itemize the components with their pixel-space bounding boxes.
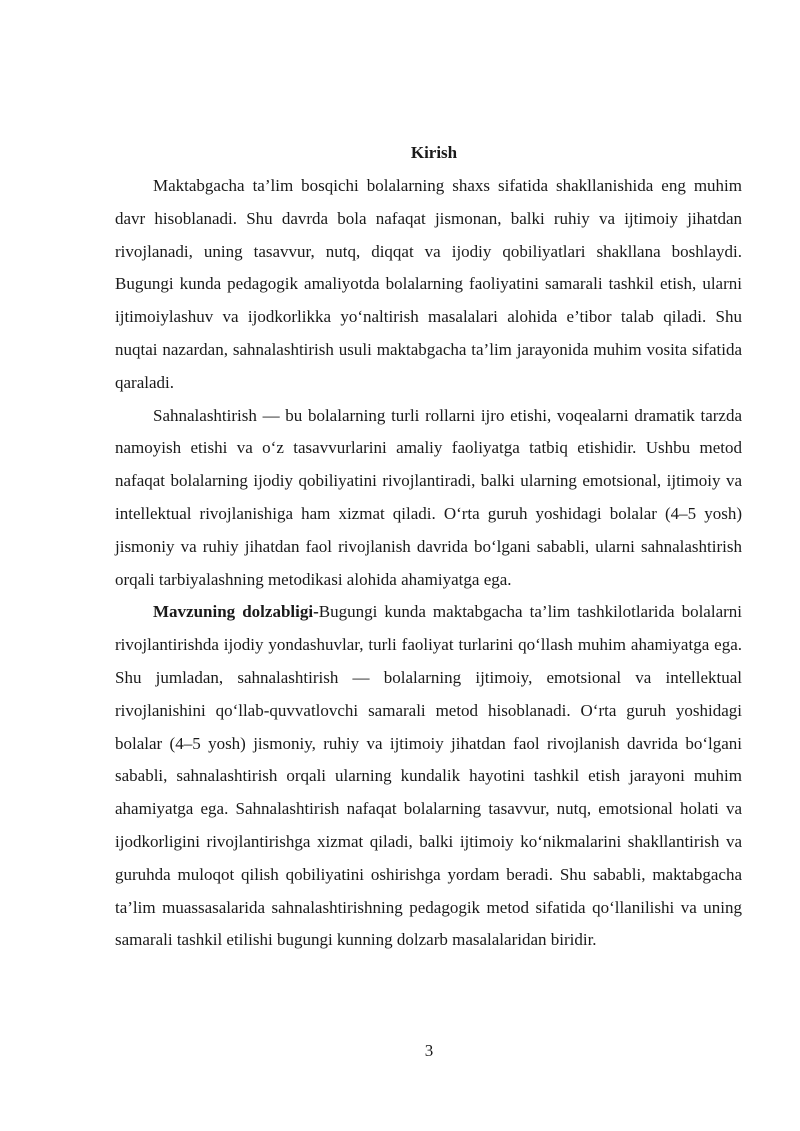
paragraph-1-text: Maktabgacha ta’lim bosqichi bolalarning shaxs sifatida shakllanishida eng muhim davr hisoblanadi. Shu davrda bola nafaqat jismonan, balki ruhiy va ijtimoiy jihatdan rivojlanadi, uning tasavvur, nutq, diqqat va ijodiy qobiliyatlari shakllana boshlaydi. Bugungi kunda pedagogik amaliyotda bolalarning faoliyatini samarali tashkil etish, ularni ijtimoiylashuv va ijodkorlikka yo‘naltirish masalalari alohida e’tibor talab qiladi. Shu nuqtai nazardan, sahnalashtirish usuli maktabgacha ta’lim jarayonida muhim vosita sifatida qaraladi. bbox=[115, 176, 742, 392]
body-text bbox=[115, 170, 742, 957]
paragraph-2 bbox=[115, 400, 742, 597]
paragraph-2-text: Sahnalashtirish — bu bolalarning turli rollarni ijro etishi, voqealarni dramatik tarzda namoyish etishi va o‘z tasavvurlarini amaliy faoliyatga tatbiq etishidir. Ushbu metod nafaqat bolalarning ijodiy qobiliyatini rivojlantiradi, balki ularning emotsional, ijtimoiy va intellektual rivojlanishiga ham xizmat qiladi. O‘rta guruh yoshidagi bolalar (4–5 yosh) jismoniy va ruhiy jihatdan faol rivojlanish davrida bo‘lgani sababli, ularni sahnalashtirish orqali tarbiyalashning metodikasi alohida ahamiyatga ega. bbox=[115, 405, 742, 589]
page-number: 3 bbox=[424, 1041, 434, 1060]
section-title: Kirish bbox=[410, 143, 458, 162]
paragraph-3-text: Bugungi kunda maktabgacha ta’lim tashkilotlarida bolalarni rivojlantirishda ijodiy yondashuvlar, turli faoliyat turlarini qo‘llash muhim ahamiyatga ega. Shu jumladan, sahnalashtirish — bolalarning ijtimoiy, emotsional va intellektual rivojlanishini qo‘llab-quvvatlovchi samarali metod hisoblanadi. O‘rta guruh yoshidagi bolalar (4–5 yosh) jismoniy, ruhiy va ijtimoiy jihatdan faol rivojlanish davrida bo‘lgani sababli, sahnalashtirish orqali ularning kundalik hayotini tashkil etish jarayoni muhim ahamiyatga ega. Sahnalashtirish nafaqat bolalarning tasavvur, nutq, emotsional holati va ijodkorligini rivojlantirishga xizmat qiladi, balki ijtimoiy ko‘nikmalarini shakllantirish va guruhda muloqot qilish qobiliyatini oshirishga yordam beradi. Shu sababli, maktabgacha ta’lim muassasalarida sahnalashtirishning pedagogik metod sifatida qo‘llanilishi va uning samarali tashkil etilishi bugungi kunning dolzarb masalalaridan biridir. bbox=[115, 602, 742, 950]
paragraph-3-lead: Mavzuning dolzabligi- bbox=[153, 602, 319, 622]
paragraph-3 bbox=[115, 596, 742, 957]
paragraph-1 bbox=[115, 170, 742, 400]
